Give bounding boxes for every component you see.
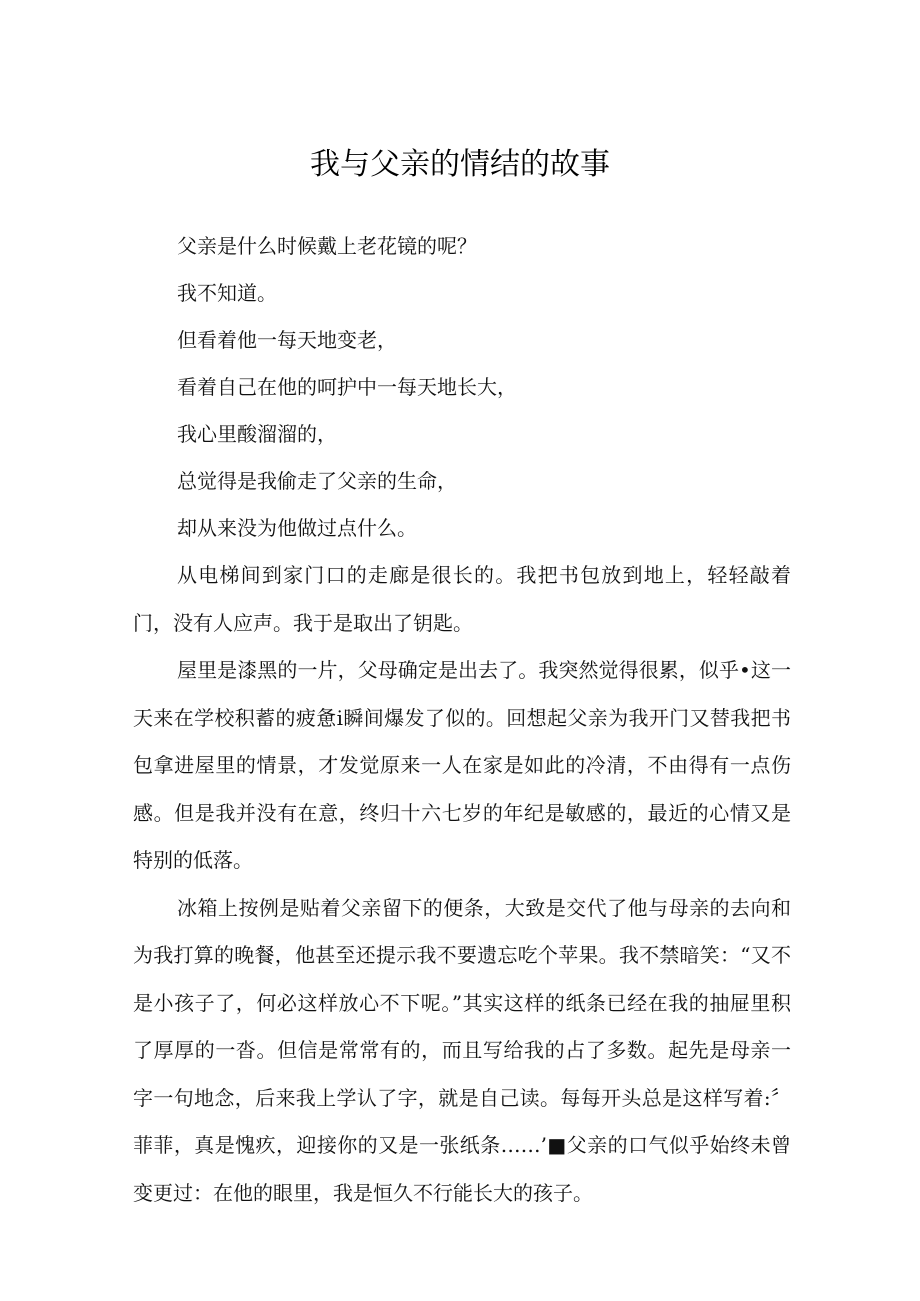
poem-line: 却从来没为他做过点什么。 <box>177 516 417 540</box>
poem-line: 我不知道。 <box>177 281 277 305</box>
poem-line: 我心里酸溜溜的， <box>177 422 337 446</box>
paragraph: 屋里是漆黑的一片，父母确定是出去了。我突然觉得很累，似乎•这一天来在学校积蓄的疲惫i瞬间爆发了似的。回想起父亲为我开门又替我把书包拿进屋里的情景，才发觉原来一人在家是如此的冷清，不由得有一点伤感。但是我并没有在意，终归十六七岁的年纪是敏感的，最近的心情又是特别的低落。 <box>133 658 791 872</box>
document-body <box>133 223 791 1217</box>
poem-line: 父亲是什么时候戴上老花镜的呢？ <box>177 234 477 258</box>
poem-line: 但看着他一每天地变老， <box>177 328 397 352</box>
document-title: 我与父亲的情结的故事 <box>310 147 610 182</box>
poem-line: 总觉得是我偷走了父亲的生命， <box>177 469 457 493</box>
poem-line: 看着自己在他的呵护中一每天地长大， <box>177 375 517 399</box>
paragraph: 从电梯间到家门口的走廊是很长的。我把书包放到地上，轻轻敲着门，没有人应声。我于是取出了钥匙。 <box>133 563 791 635</box>
paragraph: 冰箱上按例是贴着父亲留下的便条，大致是交代了他与母亲的去向和为我打算的晚餐，他甚至还提示我不要遗忘吃个苹果。我不禁暗笑：“又不是小孩子了，何必这样放心不下呢。”其实这样的纸条已经在我的抽屉里积了厚厚的一沓。但信是常常有的，而且写给我的占了多数。起先是母亲一字一句地念，后来我上学认了字，就是自己读。每每开头总是这样写着:〞菲菲，真是愧疚，迎接你的又是一张纸条……’■父亲的口气似乎始终未曾变更过：在他的眼里，我是恒久不行能长大的孩子。 <box>133 895 791 1205</box>
